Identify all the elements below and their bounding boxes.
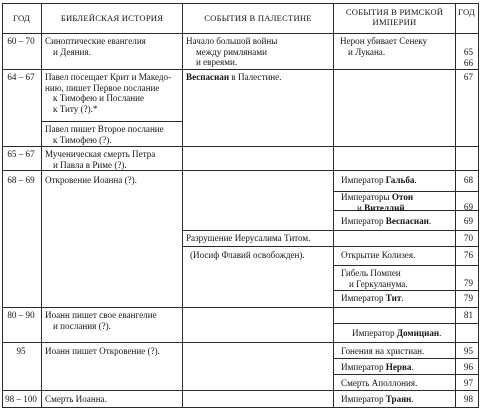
bible-cell: Иоанн пишет свое евангелие и послания (?).: [45, 310, 157, 331]
bible-cell: Откровение Иоанна (?).: [45, 175, 137, 185]
palestine-cell: Разрушение Иерусалима Титом.: [186, 233, 311, 243]
header-bible-history: БИБЛЕЙСКАЯ ИСТОРИЯ: [60, 13, 164, 23]
row-divider: [2, 307, 478, 308]
rome-cell: Гибель Помпеи и Геркуланума.: [341, 268, 408, 289]
row-divider: [333, 323, 478, 324]
row-divider: [333, 358, 478, 359]
bible-cell: Павел посещает Крит и Македо- нию, пишет Первое послание к Тимофею и Послание к Титу (?).*: [45, 72, 172, 114]
palestine-cell: Начало большой войны между римлянами и евреями.: [186, 36, 278, 68]
year-number: 79: [463, 278, 473, 288]
palestine-cell: (Иосиф Флавий освобожден).: [190, 250, 305, 260]
bible-cell: Мученическая смерть Петра и Павла в Риме (?).: [45, 149, 156, 170]
year-cell: 64 – 67: [7, 72, 35, 82]
column-divider: [41, 3, 42, 407]
year-number: 70: [463, 233, 473, 243]
year-number: 95: [463, 346, 473, 356]
row-divider: [333, 374, 478, 375]
rome-cell: Император Веспасиан.: [341, 216, 432, 226]
header-year-right: ГОД: [458, 7, 475, 17]
row-divider: [2, 342, 478, 343]
row-divider: [41, 121, 182, 122]
rome-cell: Гонения на христиан.: [341, 346, 425, 356]
year-number: 68: [463, 175, 473, 185]
rome-cell: Открытие Колизея.: [341, 250, 416, 260]
palestine-cell: Веспасиан в Палестине.: [186, 72, 282, 82]
row-divider: [2, 390, 478, 391]
year-number: 96: [463, 362, 473, 372]
header-roman-events: СОБЫТИЯ В РИМСКОЙ ИМПЕРИИ: [345, 7, 444, 27]
bible-cell: Смерть Иоанна.: [45, 394, 107, 404]
year-cell: 98 – 100: [5, 394, 37, 404]
rome-cell: Император Тит.: [341, 293, 404, 303]
row-divider: [182, 246, 478, 247]
year-number: 65: [463, 47, 473, 57]
year-number: 76: [463, 250, 473, 260]
rome-cell: Император Нерва.: [341, 362, 414, 372]
header-divider: [2, 33, 478, 34]
row-divider: [182, 230, 478, 231]
rome-cell: Императоры Отон и Вителлий.: [341, 192, 414, 213]
row-divider: [2, 69, 478, 70]
year-cell: 68 – 69: [7, 175, 35, 185]
header-year: ГОД: [13, 13, 30, 23]
year-number: 67: [463, 72, 473, 82]
rome-cell: Император Домициан.: [352, 328, 442, 338]
year-number: 69: [463, 216, 473, 226]
row-divider: [333, 265, 478, 266]
rome-cell: Император Траян.: [341, 394, 414, 404]
header-palestine-events: СОБЫТИЯ В ПАЛЕСТИНЕ: [204, 13, 312, 23]
rome-cell: Император Гальба.: [341, 175, 417, 185]
year-number: 81: [463, 310, 473, 320]
year-cell: 65 – 67: [7, 149, 35, 159]
rome-cell: Нерон убивает Сенеку и Лукана.: [340, 36, 428, 57]
bible-cell: Павел пишет Второе послание к Тимофею (?).: [45, 124, 164, 145]
year-cell: 95: [16, 346, 26, 356]
column-divider: [455, 3, 456, 407]
year-number: 66: [463, 58, 473, 68]
year-number: 79: [463, 293, 473, 303]
rome-cell: Смерть Аполлония.: [341, 378, 418, 388]
year-number: 97: [463, 378, 473, 388]
year-number: 69: [463, 202, 473, 212]
year-number: 98: [463, 394, 473, 404]
year-cell: 60 – 70: [7, 36, 35, 46]
bible-cell: Иоанн пишет Откровение (?).: [45, 346, 160, 356]
row-divider: [2, 146, 478, 147]
year-cell: 80 – 90: [7, 310, 35, 320]
bible-cell: Синоптические евангелия и Деяния.: [45, 36, 146, 57]
column-divider: [182, 3, 183, 407]
row-divider: [333, 290, 478, 291]
column-divider: [333, 3, 334, 407]
